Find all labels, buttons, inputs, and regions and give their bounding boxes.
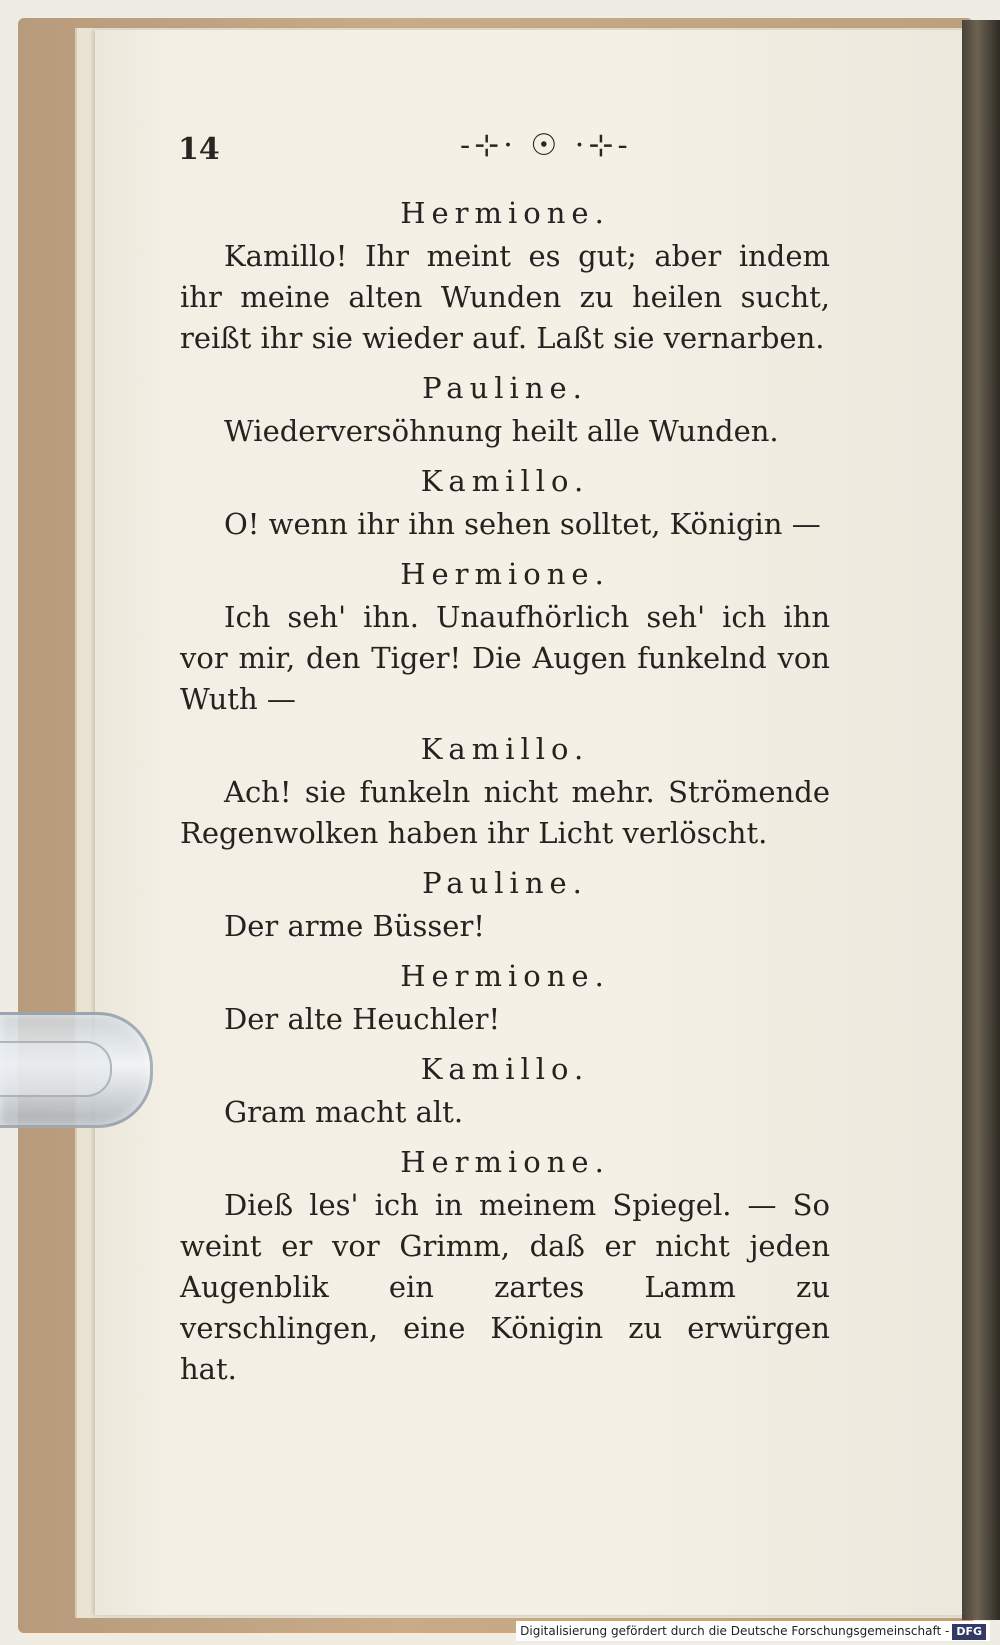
speaker-name: Pauline.: [422, 866, 588, 900]
credit-text: Digitalisierung gefördert durch die Deutsche Forschungsgemeinschaft -: [520, 1624, 950, 1638]
speaker-name: Hermione.: [400, 196, 610, 230]
speech-text: Ich seh' ihn. Unaufhörlich seh' ich ihn vor mir, den Tiger! Die Augen funkelnd von Wuth —: [180, 600, 830, 716]
speech-text: Kamillo! Ihr meint es gut; aber indem ihr meine alten Wunden zu heilen sucht, reißt ihr sie wieder auf. Laßt sie vernarben.: [180, 239, 830, 355]
speech-text: O! wenn ihr ihn sehen solltet, Königin —: [224, 507, 821, 541]
speaker-name: Hermione.: [400, 959, 610, 993]
speaker-name: Hermione.: [400, 557, 610, 591]
book-spine-edge: [962, 20, 1000, 1620]
speech-text: Gram macht alt.: [224, 1095, 464, 1129]
dfg-logo: DFG: [952, 1624, 986, 1640]
speaker-name: Pauline.: [422, 371, 588, 405]
speech-text: Der arme Büsser!: [224, 909, 485, 943]
header-ornament: -⊹· ☉ ·⊹-: [460, 128, 632, 163]
page-clip-inner: [0, 1041, 112, 1097]
speech-text: Ach! sie funkeln nicht mehr. Strömende Regenwolken haben ihr Licht verlöscht.: [180, 775, 830, 850]
speaker-name: Kamillo.: [420, 464, 590, 498]
page-clip: [0, 1012, 153, 1128]
speaker-name: Hermione.: [400, 1145, 610, 1179]
speaker-name: Kamillo.: [420, 732, 590, 766]
speaker-name: Kamillo.: [420, 1052, 590, 1086]
dialogue-text: [180, 190, 830, 1396]
digitization-credit: [516, 1621, 990, 1641]
speech-text: Wiederversöhnung heilt alle Wunden.: [224, 414, 779, 448]
speech-text: Der alte Heuchler!: [224, 1002, 501, 1036]
speech-text: Dieß les' ich in meinem Spiegel. — So weint er vor Grimm, daß er nicht jeden Augenblik ein zartes Lamm zu verschlingen, eine Königin zu erwürgen hat.: [180, 1188, 830, 1386]
page-number: 14: [178, 132, 220, 167]
